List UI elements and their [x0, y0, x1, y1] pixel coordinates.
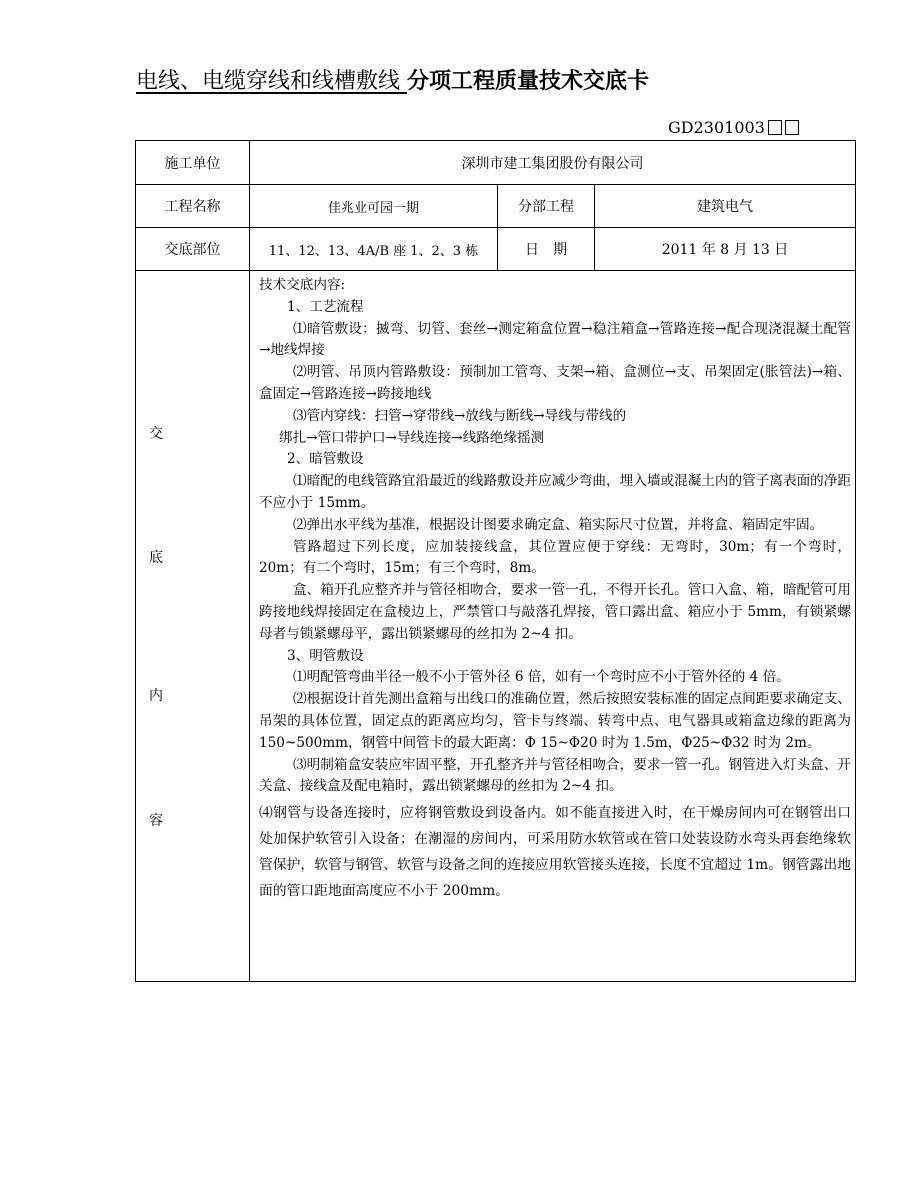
- paragraph-2-4: 盒、箱开孔应整齐并与管径相吻合，要求一管一孔，不得开长孔。管口入盒、箱，暗配管可用跨接地线焊接固定在盒棱边上，严禁管口与敲落孔焊接，管口露出盒、箱应小于 5mm，有锁紧螺母者与锁紧螺母平，露出锁紧螺母的丝扣为 2~4 扣。: [259, 582, 851, 642]
- date-value: 2011 年 8 月 13 日: [595, 228, 856, 271]
- paragraph-2-2: ⑵弹出水平线为基准，根据设计图要求确定盒、箱实际尺寸位置，并将盒、箱固定牢固。: [293, 516, 824, 533]
- content-cell: [250, 271, 856, 982]
- paragraph-1-3a: ⑶管内穿线：扫管→穿带线→放线与断线→导线与带线的: [293, 407, 627, 424]
- section-1-title: 1、工艺流程: [287, 298, 364, 315]
- paragraph-3-4: ⑷钢管与设备连接时，应将钢管敷设到设备内。如不能直接进入时，在干燥房间内可在钢管出口处加保护软管引入设备；在潮湿的房间内，可采用防水软管或在管口处装设防水弯头再套绝缘软管保护，软管与钢管、软管与设备之间的连接应用软管接头连接，长度不宜超过 1m。钢管露出地面的管口距地面高度应不小于 200mm。: [259, 805, 851, 900]
- construction-unit-value: 深圳市建工集团股份有限公司: [250, 141, 856, 185]
- construction-unit-label: 施工单位: [136, 141, 250, 185]
- paragraph-2-3: 管路超过下列长度，应加装接线盒，其位置应便于穿线：无弯时，30m；有一个弯时，20m；有二个弯时，15m；有三个弯时，8m。: [259, 538, 851, 577]
- title-underlined-part: 电线、电缆穿线和线槽敷线: [136, 69, 407, 94]
- disclosure-form-table: [135, 140, 856, 982]
- paragraph-3-2: ⑵根据设计首先测出盒箱与出线口的准确位置，然后按照安装标准的固定点间距要求确定支、吊架的具体位置，固定点的距离应均匀，管卡与终端、转弯中点、电气器具或箱盒边缘的距离为 150~500mm，钢管中间管卡的最大距离：Φ 15~Φ20 时为 1.5m，Φ25~Φ32 时为 2m。: [259, 691, 851, 751]
- title-main-part: 分项工程质量技术交底卡: [407, 68, 650, 94]
- code-checkbox-2: [785, 120, 799, 135]
- row-location-date: [136, 228, 856, 271]
- location-label: 交底部位: [136, 228, 250, 271]
- side-label-char-4: 容: [149, 813, 163, 829]
- location-value: 11、12、13、4A/B 座 1、2、3 栋: [250, 228, 498, 271]
- project-name-label: 工程名称: [136, 185, 250, 228]
- content-heading: 技术交底内容:: [259, 277, 346, 293]
- date-label: 日 期: [498, 228, 595, 271]
- paragraph-1-3b: 绑扎→管口带护口→导线连接→线路绝缘摇测: [279, 429, 545, 446]
- document-code-text: GD2301003: [668, 118, 765, 137]
- section-2-title: 2、暗管敷设: [287, 451, 364, 468]
- side-label-char-3: 内: [149, 688, 163, 704]
- row-project-name: [136, 185, 856, 228]
- row-content: [136, 271, 856, 982]
- sub-project-value: 建筑电气: [595, 185, 856, 228]
- paragraph-1-1: ⑴暗管敷设：揻弯、切管、套丝→测定箱盒位置→稳注箱盒→管路连接→配合现浇混凝土配管→地线焊接: [259, 320, 851, 359]
- section-3-title: 3、明管敷设: [287, 647, 364, 664]
- paragraph-3-3: ⑶明制箱盒安装应牢固平整，开孔整齐并与管径相吻合，要求一管一孔。钢管进入灯头盒、开关盒、接线盒及配电箱时，露出锁紧螺母的丝扣为 2~4 扣。: [259, 756, 851, 795]
- side-label-char-2: 底: [149, 550, 163, 566]
- side-label-char-1: 交: [149, 426, 163, 442]
- document-code: [668, 118, 799, 137]
- paragraph-3-1: ⑴明配管弯曲半径一般不小于管外径 6 倍，如有一个弯时应不小于管外径的 4 倍。: [293, 669, 790, 686]
- code-checkbox-1: [768, 120, 782, 135]
- paragraph-1-2: ⑵明管、吊顶内管路敷设：预制加工管弯、支架→箱、盒测位→支、吊架固定(胀管法)→箱、盒固定→管路连接→跨接地线: [259, 364, 851, 402]
- project-name-value: 佳兆业可园一期: [250, 185, 498, 228]
- sub-project-label: 分部工程: [498, 185, 595, 228]
- row-construction-unit: [136, 141, 856, 185]
- document-title: [136, 64, 649, 94]
- paragraph-2-1: ⑴暗配的电线管路宜沿最近的线路敷设并应减少弯曲，埋入墙或混凝土内的管子离表面的净距不应小于 15mm。: [259, 473, 851, 511]
- side-label-cell: [136, 271, 250, 982]
